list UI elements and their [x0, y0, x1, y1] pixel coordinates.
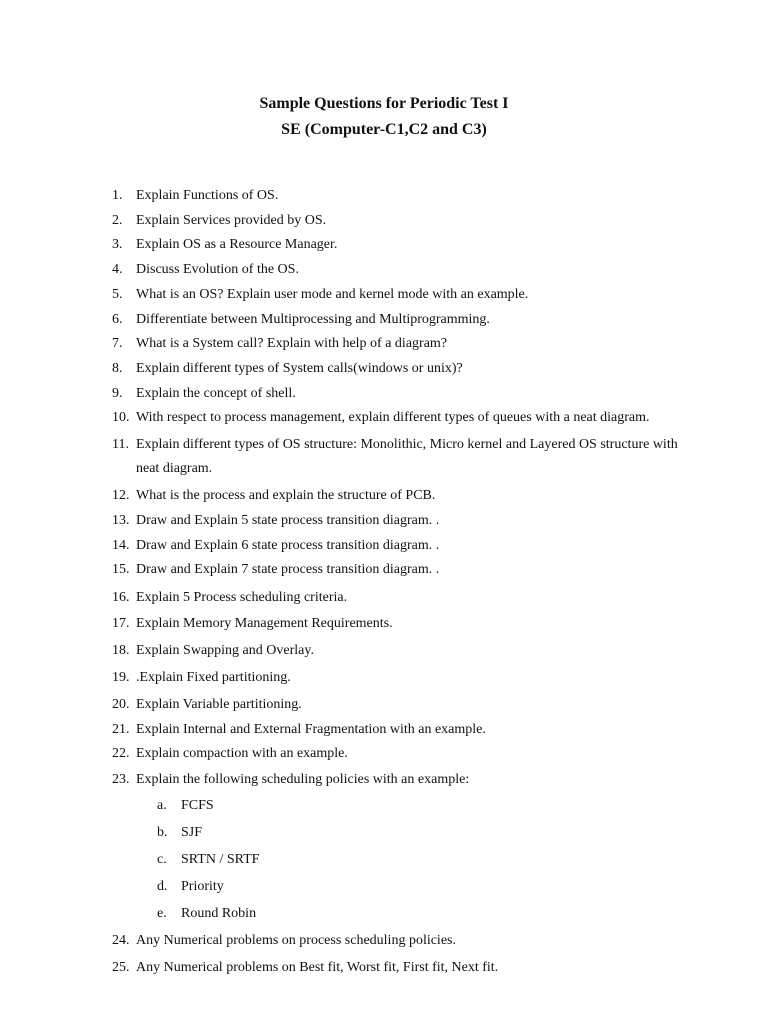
question-number: 4. — [112, 262, 123, 277]
question-number: 20. — [112, 697, 130, 712]
question-text: Any Numerical problems on process scheduling policies. — [136, 933, 456, 948]
sub-item-text: Round Robin — [181, 906, 257, 921]
question-number: 5. — [112, 287, 123, 302]
question-number: 3. — [112, 237, 123, 252]
question-number: 14. — [112, 538, 130, 553]
question-text: Draw and Explain 6 state process transition diagram. . — [136, 538, 440, 553]
question-text: What is the process and explain the structure of PCB. — [136, 488, 436, 503]
question-text: Explain Services provided by OS. — [136, 213, 327, 228]
question-text: Explain Memory Management Requirements. — [136, 616, 393, 631]
question-text: Explain the following scheduling policies with an example: — [136, 772, 470, 787]
question-number: 2. — [112, 213, 123, 228]
sub-item-text: FCFS — [181, 798, 214, 813]
question-text: Explain the concept of shell. — [136, 386, 296, 401]
sub-item-text: SRTN / SRTF — [181, 852, 260, 867]
question-number: 11. — [112, 437, 129, 452]
question-number: 15. — [112, 562, 130, 577]
question-text: Differentiate between Multiprocessing and Multiprogramming. — [136, 312, 490, 327]
question-text: Explain compaction with an example. — [136, 746, 348, 761]
question-number: 25. — [112, 960, 130, 975]
question-text: .Explain Fixed partitioning. — [136, 670, 291, 685]
question-number: 13. — [112, 513, 130, 528]
question-number: 17. — [112, 616, 130, 631]
question-text: Draw and Explain 7 state process transition diagram. . — [136, 562, 440, 577]
question-number: 7. — [112, 336, 123, 351]
question-text: Explain OS as a Resource Manager. — [136, 237, 338, 252]
question-text: What is an OS? Explain user mode and kernel mode with an example. — [136, 287, 529, 302]
question-text-continued: neat diagram. — [136, 461, 213, 476]
question-number: 9. — [112, 386, 123, 401]
question-number: 22. — [112, 746, 130, 761]
sub-item-text: SJF — [181, 825, 203, 840]
sub-item-letter: a. — [157, 798, 167, 813]
document-subtitle: SE (Computer-C1,C2 and C3) — [281, 121, 487, 138]
question-text: Any Numerical problems on Best fit, Worst fit, First fit, Next fit. — [136, 960, 499, 975]
question-number: 1. — [112, 188, 123, 203]
question-text: Explain 5 Process scheduling criteria. — [136, 590, 348, 605]
question-text: Draw and Explain 5 state process transition diagram. . — [136, 513, 440, 528]
question-text: Discuss Evolution of the OS. — [136, 262, 299, 277]
question-number: 21. — [112, 722, 130, 737]
question-number: 16. — [112, 590, 130, 605]
question-number: 24. — [112, 933, 130, 948]
question-number: 6. — [112, 312, 123, 327]
question-number: 12. — [112, 488, 130, 503]
question-text: Explain Functions of OS. — [136, 188, 279, 203]
question-number: 8. — [112, 361, 123, 376]
question-text: Explain different types of System calls(windows or unix)? — [136, 361, 463, 376]
sub-item-text: Priority — [181, 879, 224, 894]
sub-item-letter: e. — [157, 906, 167, 921]
sub-item-letter: c. — [157, 852, 167, 867]
question-number: 23. — [112, 772, 130, 787]
question-text: Explain Internal and External Fragmentation with an example. — [136, 722, 486, 737]
question-number: 18. — [112, 643, 130, 658]
question-number: 19. — [112, 670, 130, 685]
question-text: Explain Swapping and Overlay. — [136, 643, 314, 658]
question-number: 10. — [112, 410, 130, 425]
question-text: Explain different types of OS structure: Monolithic, Micro kernel and Layered OS structure with — [136, 437, 678, 452]
sub-item-letter: b. — [157, 825, 168, 840]
question-text: With respect to process management, explain different types of queues with a neat diagram. — [136, 410, 650, 425]
question-text: What is a System call? Explain with help of a diagram? — [136, 336, 448, 351]
sub-item-letter: d. — [157, 879, 168, 894]
document-title: Sample Questions for Periodic Test I — [259, 95, 509, 112]
question-text: Explain Variable partitioning. — [136, 697, 302, 712]
